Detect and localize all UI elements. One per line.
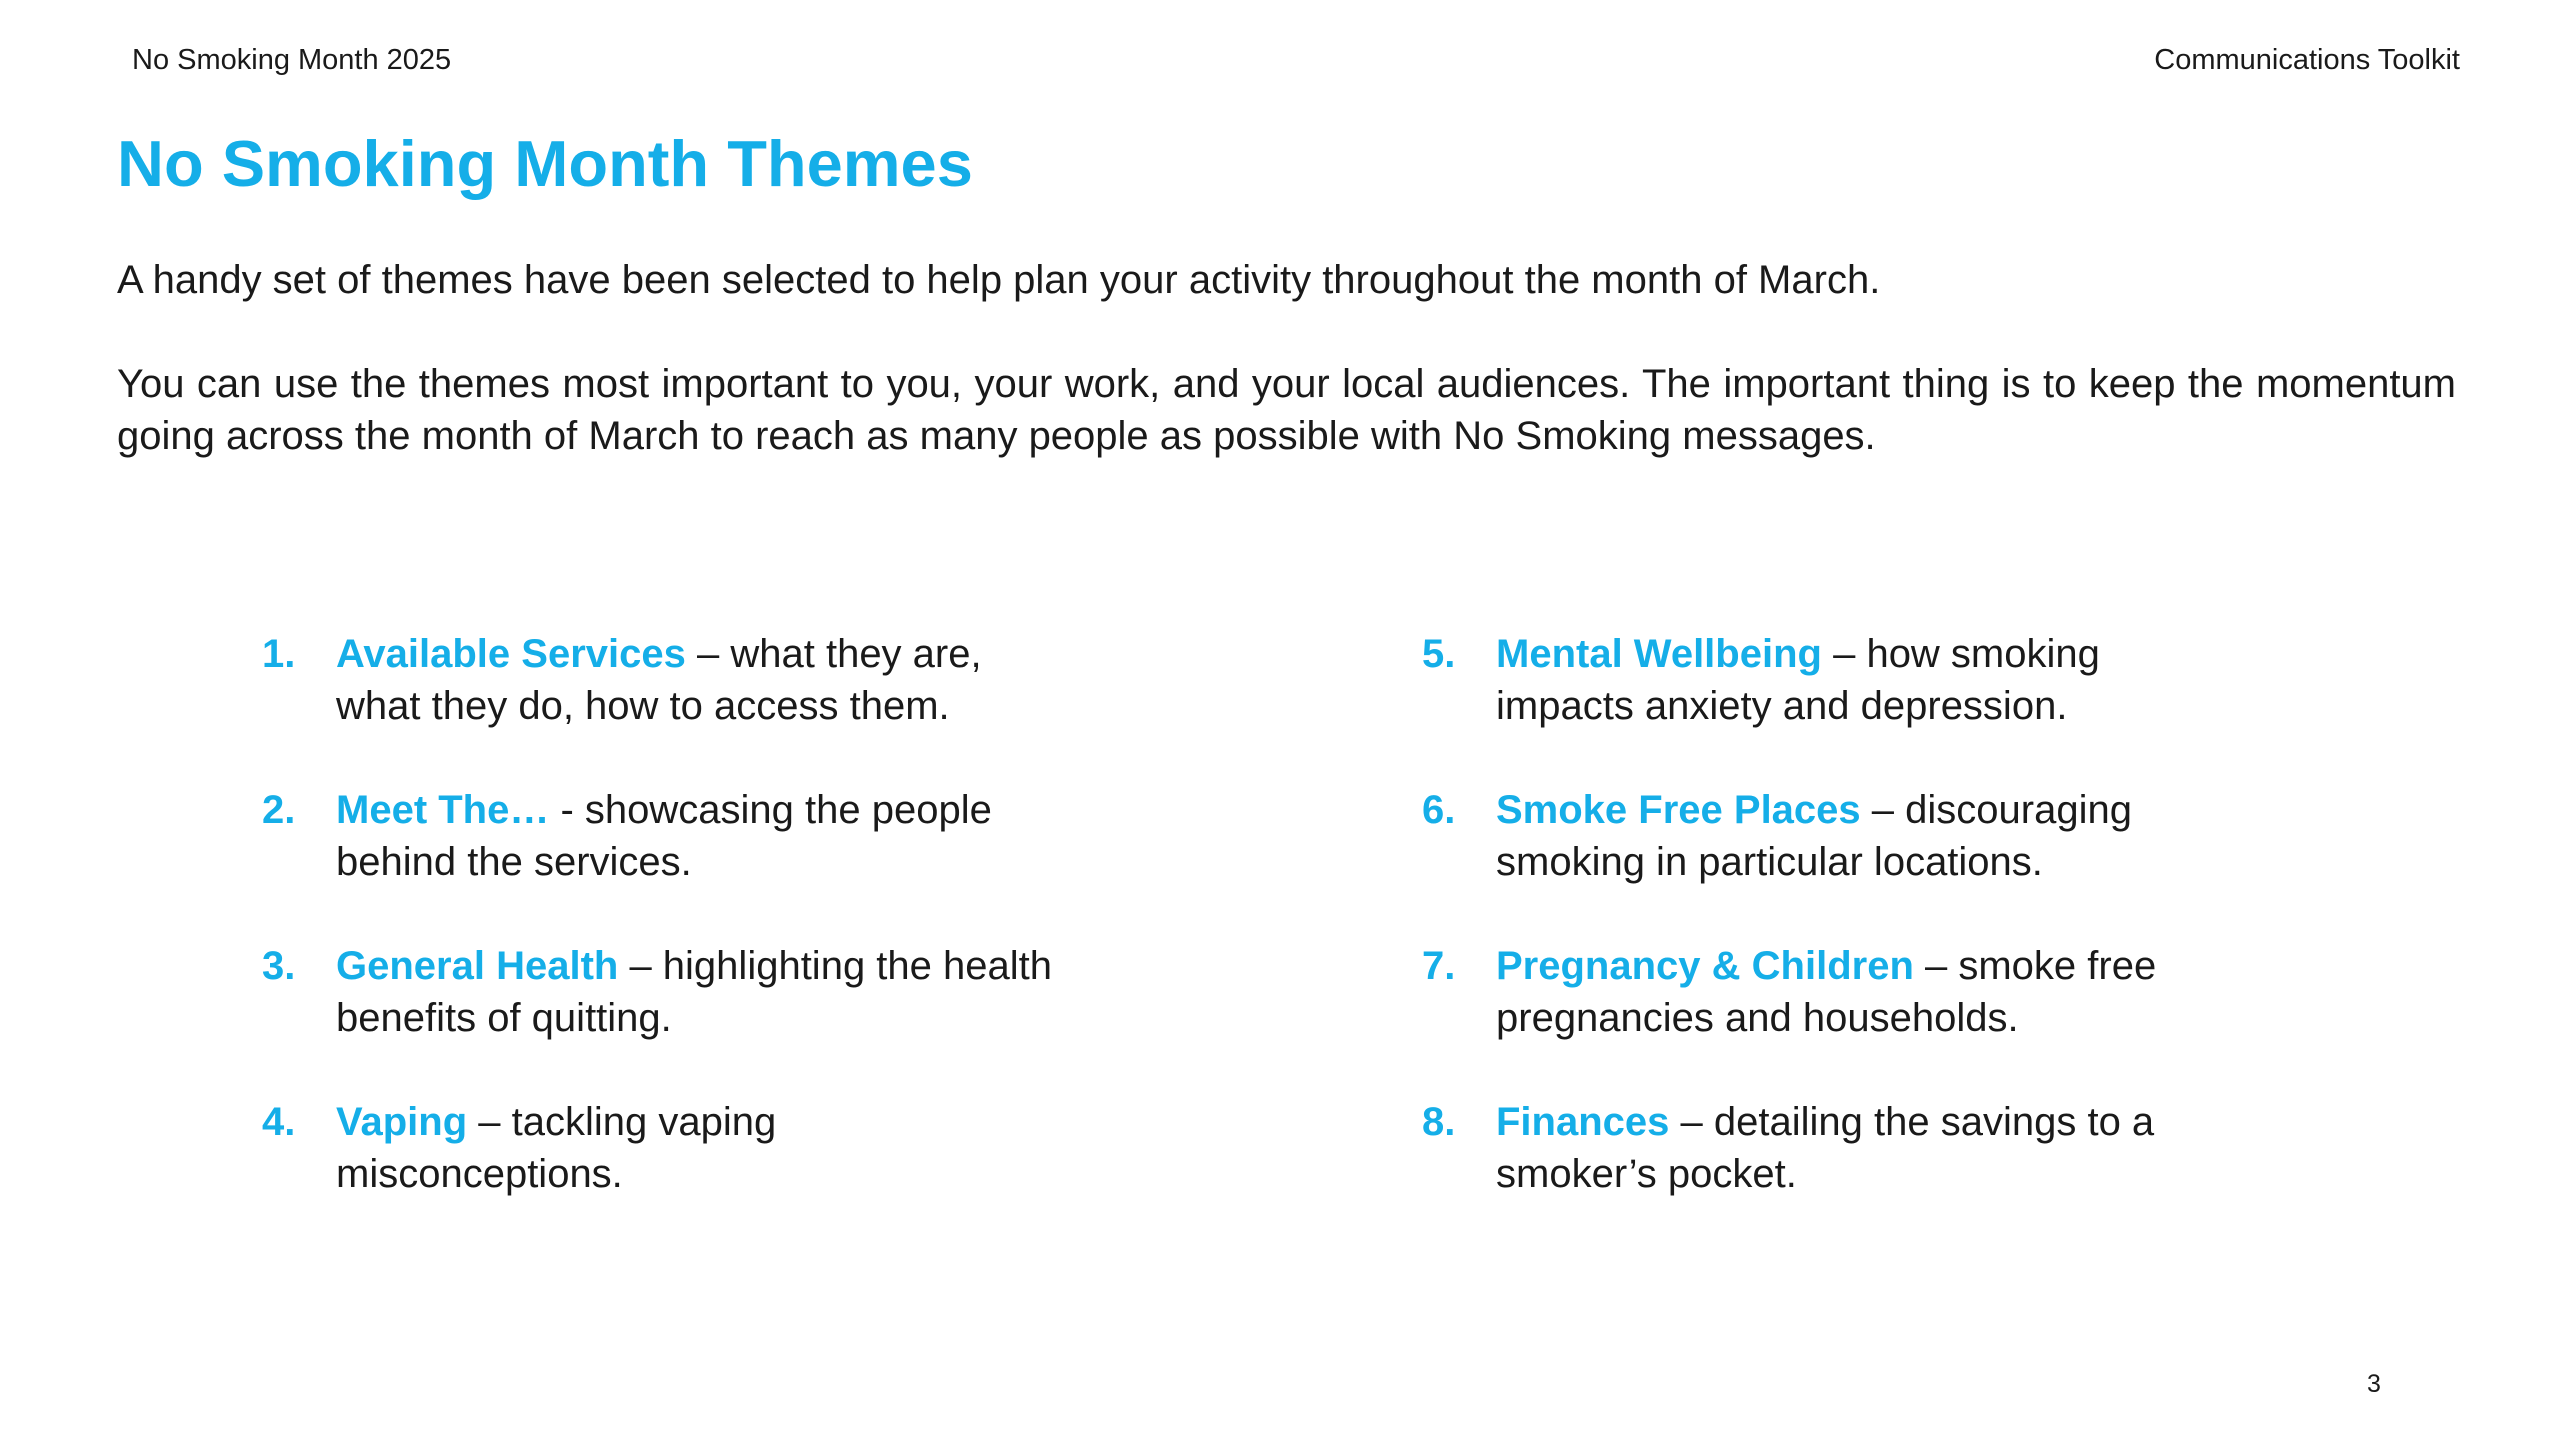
theme-name: Finances xyxy=(1496,1100,1670,1144)
header-document-title: No Smoking Month 2025 xyxy=(132,44,452,76)
theme-name: Smoke Free Places xyxy=(1496,788,1861,832)
page-number: 3 xyxy=(2367,1370,2381,1398)
theme-number: 1. xyxy=(262,632,296,676)
theme-list-right xyxy=(1422,628,2222,1200)
page-title: No Smoking Month Themes xyxy=(117,127,973,200)
theme-description: – tackling vaping misconceptions. xyxy=(336,1100,777,1196)
theme-number: 4. xyxy=(262,1100,296,1144)
theme-name: Pregnancy & Children xyxy=(1496,944,1914,988)
theme-description: - showcasing the people behind the services. xyxy=(336,788,992,884)
theme-description: – detailing the savings to a smoker’s pocket. xyxy=(1496,1100,2155,1196)
theme-description: – highlighting the health benefits of quitting. xyxy=(336,944,1052,1040)
theme-number: 3. xyxy=(262,944,296,988)
theme-item-mental-wellbeing xyxy=(1422,628,2222,732)
theme-item-vaping xyxy=(262,1096,1062,1200)
theme-name: Available Services xyxy=(336,632,686,676)
theme-number: 2. xyxy=(262,788,296,832)
theme-item-meet-the xyxy=(262,784,1062,888)
theme-name: Meet The… xyxy=(336,788,550,832)
theme-item-pregnancy-children xyxy=(1422,940,2222,1044)
theme-item-finances xyxy=(1422,1096,2222,1200)
theme-name: Mental Wellbeing xyxy=(1496,632,1822,676)
theme-number: 6. xyxy=(1422,788,1456,832)
theme-item-general-health xyxy=(262,940,1062,1044)
theme-description: – discouraging smoking in particular locations. xyxy=(1496,788,2132,884)
theme-number: 7. xyxy=(1422,944,1456,988)
header-section-title: Communications Toolkit xyxy=(2154,44,2460,76)
intro-paragraph-2: You can use the themes most important to you, your work, and your local audiences. The important thing is to keep the momentum going across the month of March to reach as many people as possible with No Smoking messages. xyxy=(117,362,2456,458)
theme-list-left xyxy=(262,628,1062,1200)
theme-name: General Health xyxy=(336,944,619,988)
theme-description: – smoke free pregnancies and households. xyxy=(1496,944,2157,1040)
theme-number: 8. xyxy=(1422,1100,1456,1144)
theme-description: – how smoking impacts anxiety and depression. xyxy=(1496,632,2100,728)
theme-item-available-services xyxy=(262,628,1062,732)
intro-paragraph-1: A handy set of themes have been selected to help plan your activity throughout the month of March. xyxy=(117,258,1881,302)
theme-number: 5. xyxy=(1422,632,1456,676)
theme-description: – what they are, what they do, how to access them. xyxy=(336,632,982,728)
theme-name: Vaping xyxy=(336,1100,468,1144)
theme-item-smoke-free-places xyxy=(1422,784,2222,888)
